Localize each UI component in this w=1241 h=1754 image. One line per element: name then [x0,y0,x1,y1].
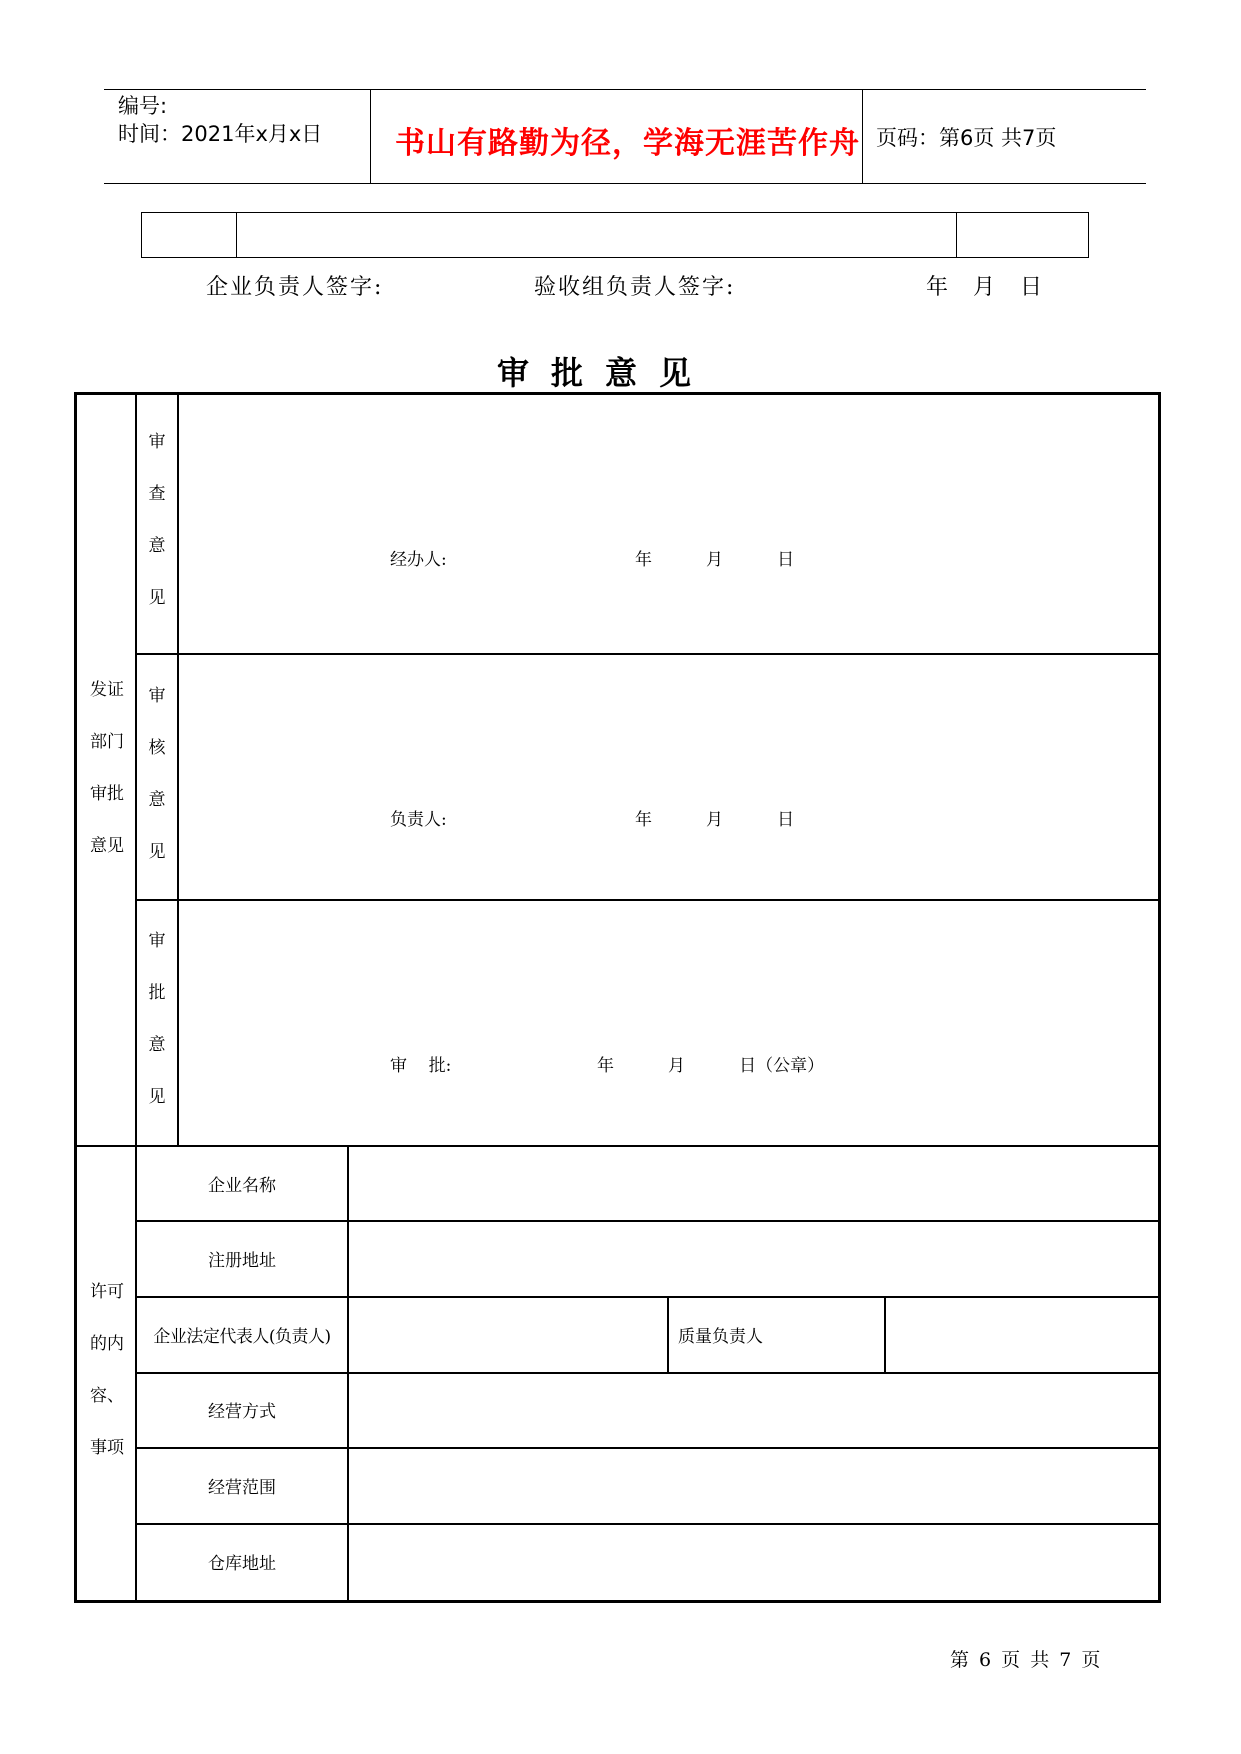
review-signer-label: 经办人: [390,550,447,570]
audit-signer-label: 负责人: [390,810,447,830]
audit-row-label-char: 见 [148,842,166,862]
reg-address-field[interactable] [349,1222,1158,1296]
review-row-label [137,416,177,624]
audit-row-label [137,670,177,878]
empty-row-box [141,212,1089,258]
motto-text: 书山有路勤为径，学海无涯苦作舟 [395,126,860,161]
page-number-label: 页码：第6页 共7页 [876,126,1057,150]
header-bottom-rule [104,183,1146,184]
license-group-label-line: 容、 [90,1386,124,1406]
review-row-label-char: 见 [148,588,166,608]
approve-row-label-char: 见 [148,1087,166,1107]
license-group-label-line: 事项 [90,1438,124,1458]
review-date: 年 月 日 [635,550,795,570]
table-bottom-border [74,1600,1161,1603]
warehouse-address-label: 仓库地址 [208,1554,276,1574]
header-divider-right [862,89,863,184]
review-row-label-char: 查 [148,484,166,504]
header-divider-left [370,89,371,184]
acceptance-signature-label: 验收组负责人签字: [534,275,736,300]
quality-lead-field[interactable] [886,1298,1158,1372]
header-top-rule [104,89,1146,90]
business-mode-label: 经营方式 [208,1402,276,1422]
doc-code-label: 编号: [118,94,168,118]
quality-lead-label: 质量负责人 [678,1327,763,1347]
approval-label-divider [177,392,179,1146]
approval-group-label-line: 审批 [90,784,124,804]
approve-row-label-char: 意 [148,1035,166,1055]
company-name-field[interactable] [349,1147,1158,1220]
table-right-border [1158,392,1161,1603]
reg-address-label: 注册地址 [208,1251,276,1271]
audit-row-label-char: 意 [148,790,166,810]
empty-row-divider-2 [956,212,957,258]
approve-signer-label: 审 批: [390,1056,452,1076]
approval-row-sep-1 [137,653,1161,655]
approval-group-label-line: 意见 [90,836,124,856]
audit-date: 年 月 日 [635,810,795,830]
business-mode-field[interactable] [349,1374,1158,1447]
approve-row-label [137,915,177,1123]
approve-date: 年 月 日（公章） [597,1056,825,1076]
empty-row-divider-1 [236,212,237,258]
business-scope-label: 经营范围 [208,1478,276,1498]
section-title: 审批意见 [497,354,714,392]
table-top-border [74,392,1161,395]
legal-rep-label: 企业法定代表人(负责人) [153,1327,331,1347]
approve-row-label-char: 批 [148,983,166,1003]
company-name-label: 企业名称 [208,1176,276,1196]
license-group-label-line: 许可 [90,1282,124,1302]
approval-group-label-line: 部门 [90,732,124,752]
approval-row-sep-2 [137,899,1161,901]
legal-rep-divider-1 [667,1296,669,1374]
approval-group-label-line: 发证 [90,680,124,700]
approve-row-label-char: 审 [148,931,166,951]
license-group-label-line: 的内 [90,1334,124,1354]
review-row-label-char: 审 [148,432,166,452]
review-row-label-char: 意 [148,536,166,556]
audit-row-label-char: 核 [148,738,166,758]
page-footer: 第 6 页 共 7 页 [950,1649,1103,1671]
enterprise-signature-label: 企业负责人签字: [206,275,384,300]
signature-date: 年 月 日 [926,275,1044,300]
warehouse-address-field[interactable] [349,1525,1158,1600]
audit-row-label-char: 审 [148,686,166,706]
doc-time-label: 时间：2021年x月x日 [118,122,323,146]
business-scope-field[interactable] [349,1449,1158,1523]
legal-rep-field[interactable] [349,1298,667,1372]
